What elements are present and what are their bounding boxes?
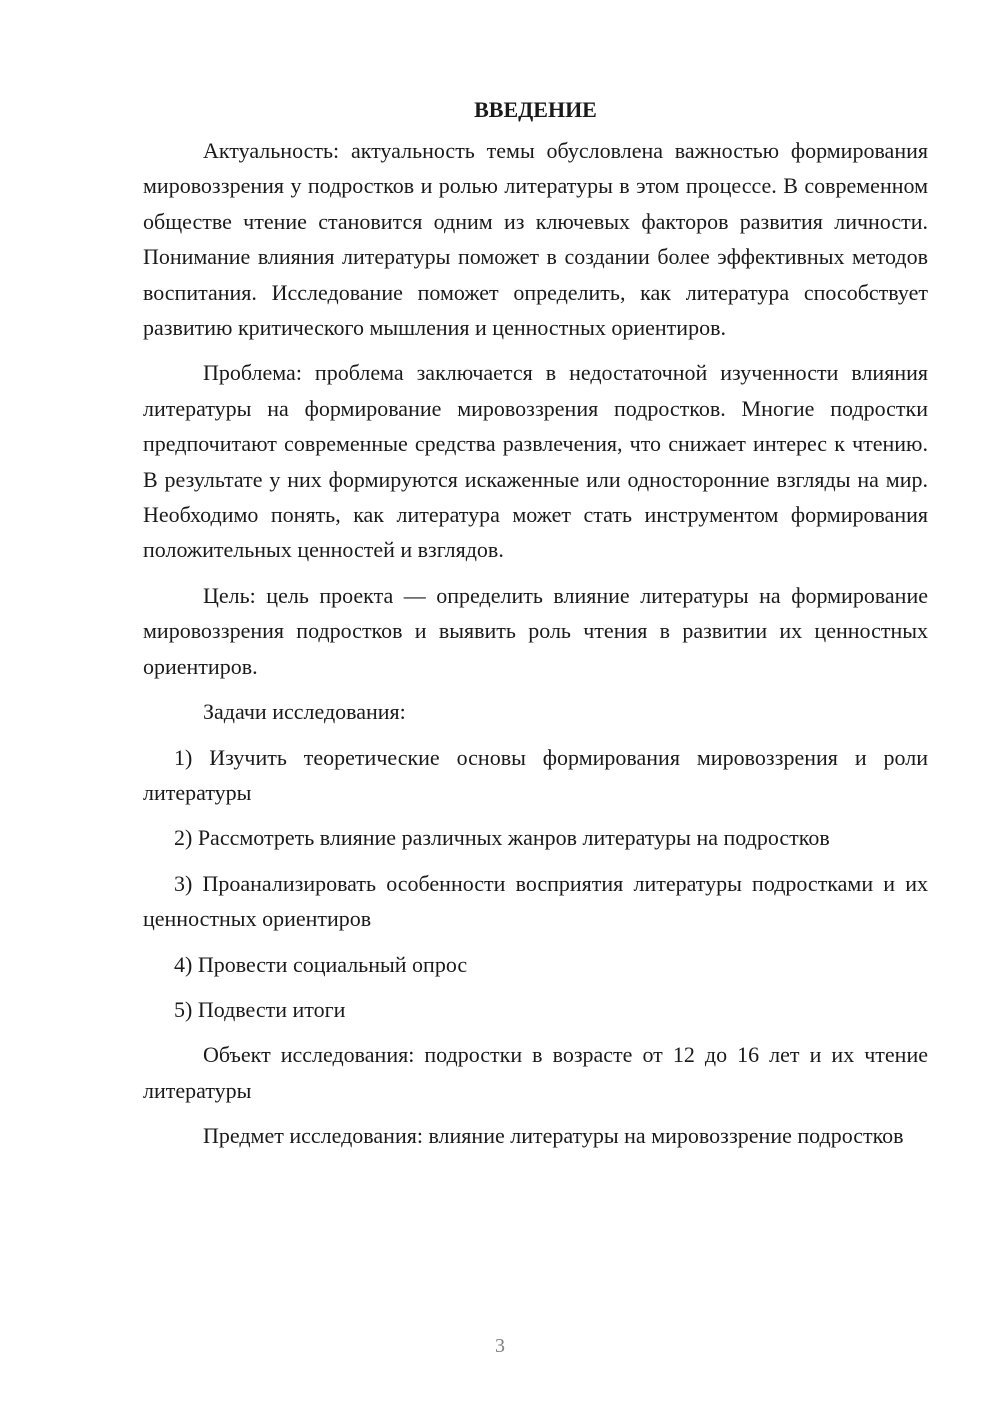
tasks-heading: Задачи исследования:	[203, 699, 406, 725]
relevance-paragraph: Актуальность: актуальность темы обусловлена важностью формирования мировоззрения у подростков и ролью литературы в этом процессе. В современном обществе чтение становится одним из ключевых факторов развития личности. Понимание влияния литературы поможет в создании более эффективных методов воспитания. Исследование поможет определить, как литература способствует развитию критического мышления и ценностных ориентиров.	[143, 138, 928, 341]
page-number: 3	[495, 1335, 505, 1357]
goal-paragraph: Цель: цель проекта — определить влияние литературы на формирование мировоззрения подростков и выявить роль чтения в развитии их ценностных ориентиров.	[143, 582, 928, 679]
task-item-5: 5) Подвести итоги	[174, 996, 346, 1022]
task-item-1: 1) Изучить теоретические основы формирования мировоззрения и роли литературы	[143, 744, 928, 805]
page-content	[143, 92, 928, 1164]
research-subject-paragraph: Предмет исследования: влияние литературы на мировоззрение подростков	[203, 1123, 904, 1149]
task-item-3: 3) Проанализировать особенности восприятия литературы подростками и их ценностных ориентиров	[143, 870, 928, 932]
problem-paragraph: Проблема: проблема заключается в недостаточной изученности влияния литературы на формирование мировоззрения подростков. Многие подростки предпочитают современные средства развлечения, что снижает интерес к чтению. В результате у них формируются искаженные или односторонние взгляды на мир. Необходимо понять, как литература может стать инструментом формирования положительных ценностей и взглядов.	[143, 360, 928, 563]
section-heading: ВВЕДЕНИЕ	[474, 97, 597, 122]
task-item-2: 2) Рассмотреть влияние различных жанров литературы на подростков	[174, 825, 830, 851]
research-object-paragraph: Объект исследования: подростки в возрасте от 12 до 16 лет и их чтение литературы	[143, 1042, 928, 1103]
task-item-4: 4) Провести социальный опрос	[174, 951, 468, 977]
